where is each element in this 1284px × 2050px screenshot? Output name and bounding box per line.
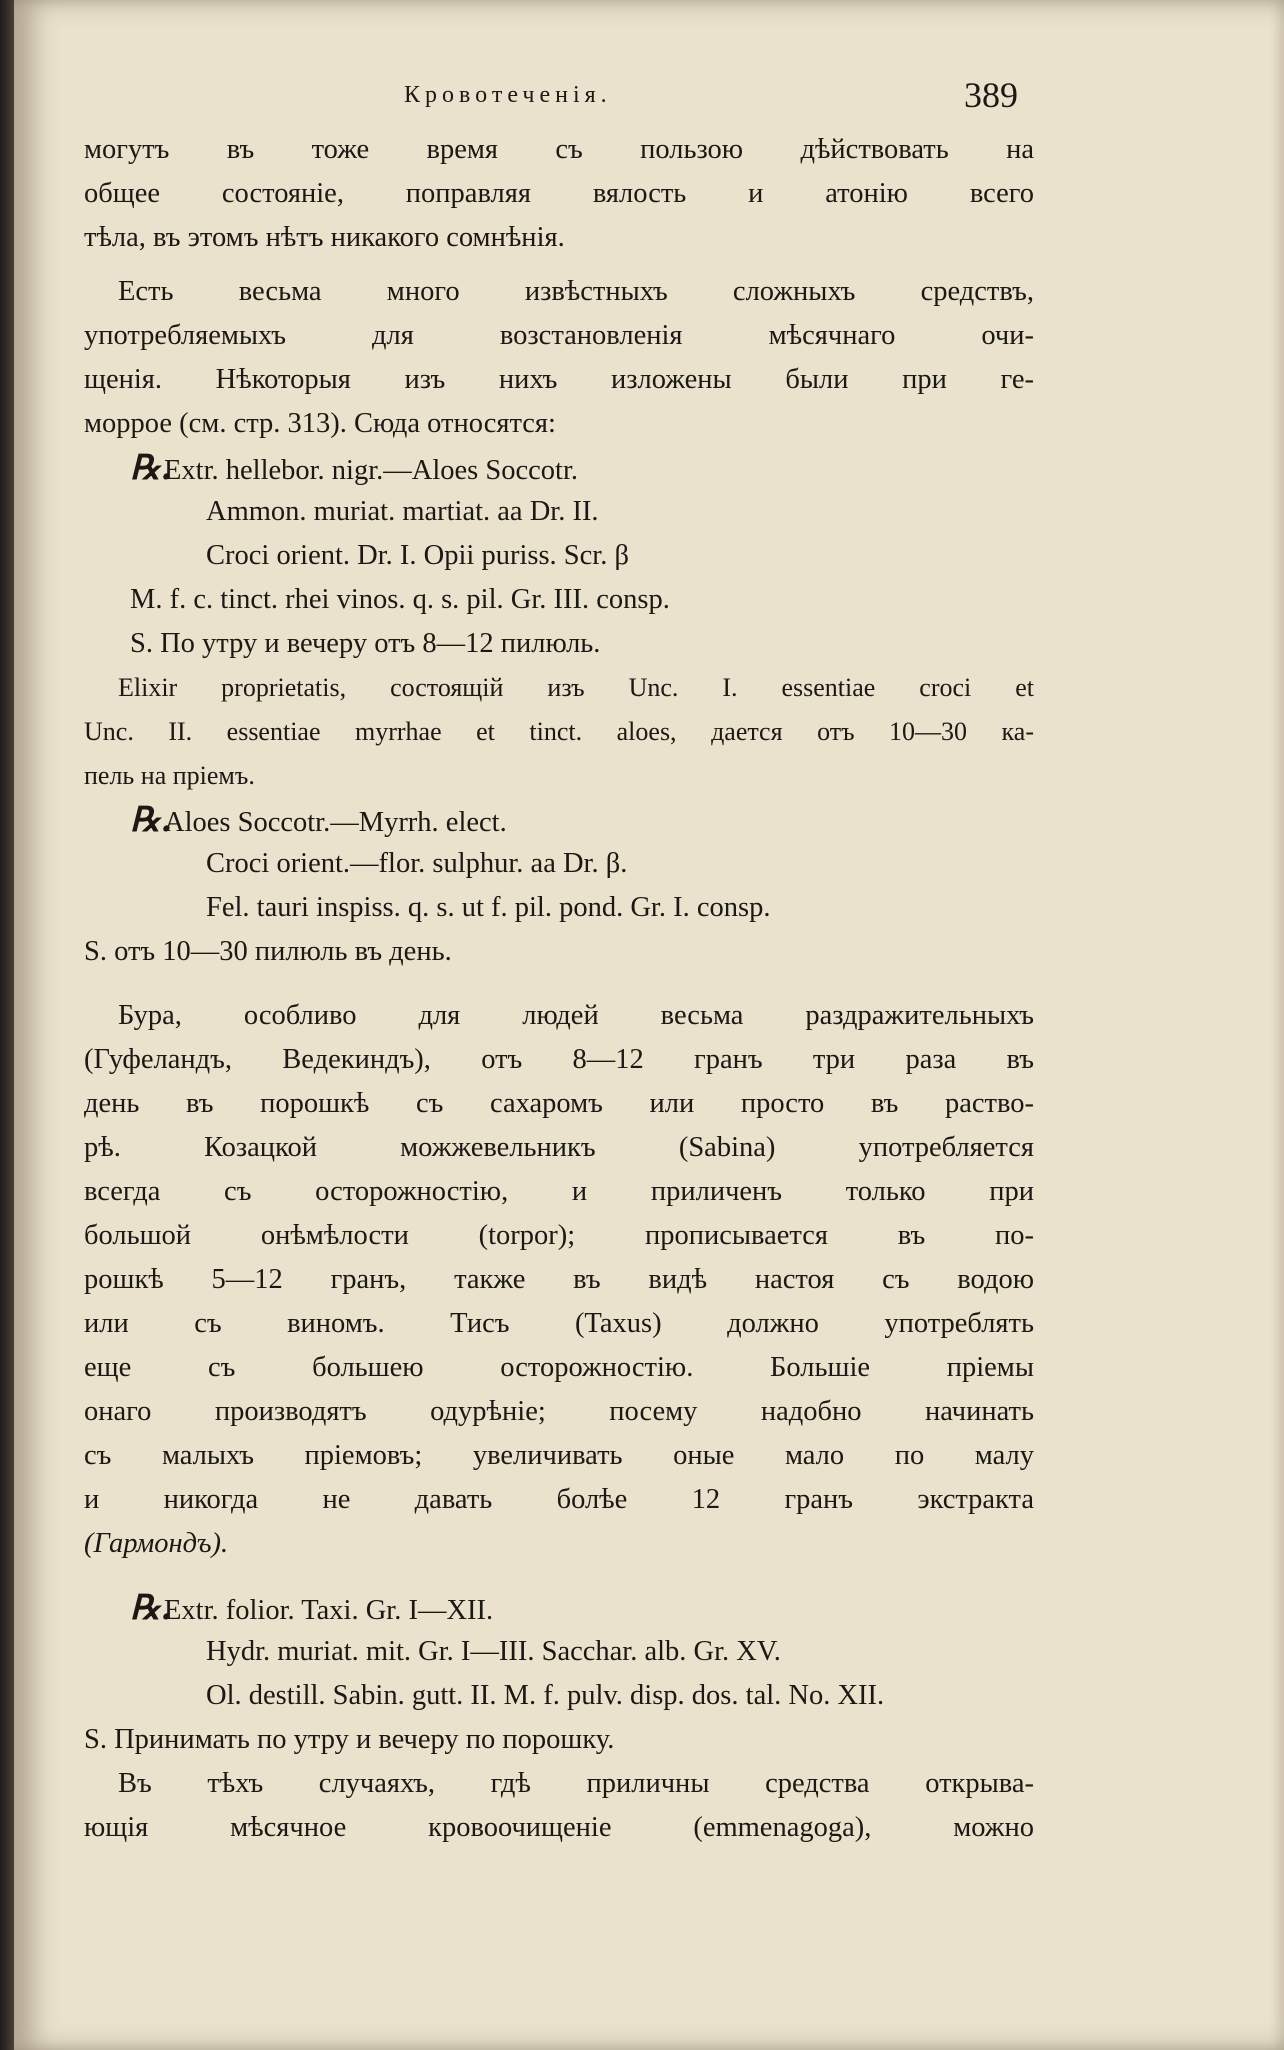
paragraph-borax xyxy=(84,994,1034,1566)
text-line: еще съ большею осторожностію. Большіе пріемы xyxy=(84,1352,1034,1383)
text-line: онаго производятъ одурѣніе; посему надобно начинать xyxy=(84,1396,1034,1427)
text-line: щенія. Нѣкоторыя изъ нихъ изложены были при ге- xyxy=(84,364,1034,395)
rx-text: Extr. folior. Taxi. Gr. I—XII. xyxy=(164,1595,494,1626)
text-line: Unc. II. essentiae myrrhae et tinct. aloes, дается отъ 10—30 ка- xyxy=(84,717,1034,746)
text-line: и никогда не давать болѣе 12 гранъ экстракта xyxy=(84,1484,1034,1515)
prescription-1 xyxy=(84,446,1034,666)
prescription-2 xyxy=(84,798,1034,974)
text-line: ющія мѣсячное кровоочищеніе (emmenagoga), можно xyxy=(84,1812,1034,1843)
text-line: рошкѣ 5—12 гранъ, также въ видѣ настоя съ водою xyxy=(84,1264,1034,1295)
elixir-note xyxy=(84,666,1034,798)
rx-line: Croci orient.—flor. sulphur. aa Dr. β. xyxy=(206,848,628,879)
text-line: общее состояніе, поправляя вялость и атонію всего xyxy=(84,178,1034,209)
rx-text: Aloes Soccotr.—Myrrh. elect. xyxy=(164,807,507,838)
text-line: большой онѣмѣлости (torpor); прописывается въ по- xyxy=(84,1220,1034,1251)
recipe-symbol: ℞. xyxy=(130,1588,173,1628)
book-gutter xyxy=(0,0,14,2050)
rx-line xyxy=(84,1586,1034,1630)
text-line: Въ тѣхъ случаяхъ, гдѣ приличны средства открыва- xyxy=(118,1768,1034,1799)
text-line: Elixir proprietatis, состоящій изъ Unc. I. essentiae croci et xyxy=(118,673,1034,702)
rx-line xyxy=(84,446,1034,490)
text-line: съ малыхъ пріемовъ; увеличивать оные мало по малу xyxy=(84,1440,1034,1471)
text-line: пель на пріемъ. xyxy=(84,761,255,790)
paragraph-continuation xyxy=(84,128,1034,260)
text-line: тѣла, въ этомъ нѣтъ никакого сомнѣнія. xyxy=(84,222,565,253)
text-line: (Гуфеландъ, Ведекиндъ), отъ 8—12 гранъ три раза въ xyxy=(84,1044,1034,1075)
text-line: Бура, особливо для людей весьма раздражительныхъ xyxy=(118,1000,1034,1031)
rx-line: M. f. c. tinct. rhei vinos. q. s. pil. Gr. III. consp. xyxy=(130,584,670,615)
running-head: Кровотеченія. xyxy=(404,82,612,108)
text-line: моррое (см. стр. 313). Сюда относятся: xyxy=(84,408,556,439)
rx-line xyxy=(84,798,1034,842)
rx-line: Croci orient. Dr. I. Opii puriss. Scr. β xyxy=(206,540,629,571)
text-line: (Гармондъ). xyxy=(84,1528,229,1559)
text-line: употребляемыхъ для возстановленія мѣсячнаго очи- xyxy=(84,320,1034,351)
rx-line: Hydr. muriat. mit. Gr. I—III. Sacchar. alb. Gr. XV. xyxy=(206,1636,781,1667)
book-page xyxy=(14,0,1284,2050)
rx-signa: S. отъ 10—30 пилюль въ день. xyxy=(84,936,452,967)
text-line: день въ порошкѣ съ сахаромъ или просто въ раство- xyxy=(84,1088,1034,1119)
text-line: рѣ. Козацкой можжевельникъ (Sabina) употребляется xyxy=(84,1132,1034,1163)
rx-text: Extr. hellebor. nigr.—Aloes Soccotr. xyxy=(164,455,578,486)
paragraph-emmenagoga xyxy=(84,1762,1034,1850)
text-line: всегда съ осторожностію, и приличенъ только при xyxy=(84,1176,1034,1207)
page-number: 389 xyxy=(964,75,1018,115)
text-line: могутъ въ тоже время съ пользою дѣйствовать на xyxy=(84,134,1034,165)
paragraph-compound-remedies xyxy=(84,270,1034,446)
page-body xyxy=(84,128,1034,1850)
rx-line: Fel. tauri inspiss. q. s. ut f. pil. pond. Gr. I. consp. xyxy=(206,892,771,923)
recipe-symbol: ℞. xyxy=(130,448,173,488)
page-header xyxy=(14,72,1284,118)
rx-line: Ol. destill. Sabin. gutt. II. M. f. pulv. disp. dos. tal. No. XII. xyxy=(206,1680,885,1711)
text-line: или съ виномъ. Тисъ (Taxus) должно употреблять xyxy=(84,1308,1034,1339)
rx-signa: S. Принимать по утру и вечеру по порошку. xyxy=(84,1724,615,1755)
rx-line: Ammon. muriat. martiat. aa Dr. II. xyxy=(206,496,599,527)
text-line: Есть весьма много извѣстныхъ сложныхъ средствъ, xyxy=(118,276,1034,307)
rx-signa: S. По утру и вечеру отъ 8—12 пилюль. xyxy=(130,628,601,659)
recipe-symbol: ℞. xyxy=(130,800,173,840)
prescription-3 xyxy=(84,1586,1034,1762)
